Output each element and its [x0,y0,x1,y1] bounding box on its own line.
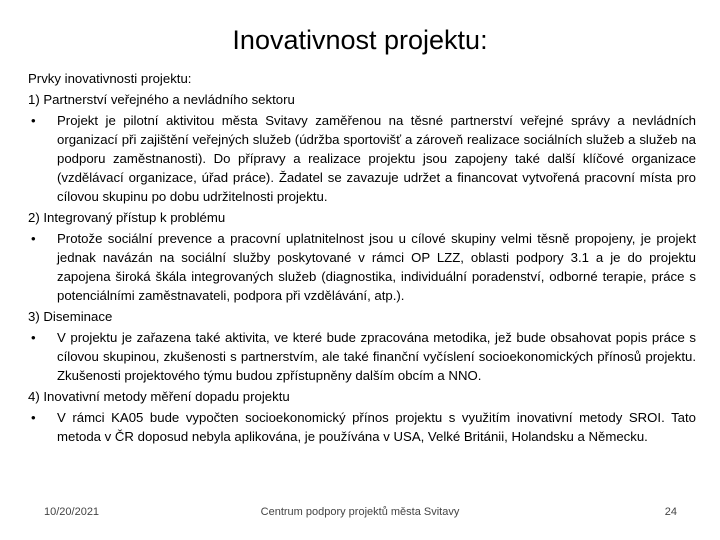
slide-content [28,69,696,448]
bullet-text-2: Protože sociální prevence a pracovní uplatnitelnost jsou u cílové skupiny velmi těsně propojeny, je projekt jednak navázán na sociální služby poskytované v rámci OP LZZ, oblasti podpory 3.1 a je do projektu zapojena široká škála integrovaných služeb (diagnostika, individuální poradenství, odborné terapie, práce s potenciálními zaměstnavateli, podpora při vzdělávání, atp.). [57,231,696,303]
footer-date: 10/20/2021 [44,506,100,518]
bullet-item-4 [28,408,696,446]
bullet-icon: • [31,330,36,345]
page-number: 24 [664,506,677,518]
bullet-icon: • [31,113,36,128]
bullet-text-1: Projekt je pilotní aktivitou města Svitavy zaměřenou na těsné partnerství veřejné správy a nevládních organizací při zajištění veřejných služeb (údržba sportovišť a zároveň realizace sociálních služeb a služeb na podporu zaměstnanosti). Do přípravy a realizace projektu jsou zapojeny také další klíčové organizace (vzdělávací organizace, úřad práce). Žadatel se zavazuje udržet a financovat vytvořená pracovní místa pro cílovou skupinu po dobu udržitelnosti projektu. [57,113,696,204]
bullet-text-3: V projektu je zařazena také aktivita, ve které bude zpracována metodika, jež bude obsahovat popis práce s cílovou skupinou, zkušenosti s partnerstvím, ale také finanční vyčíslení socioekonomických přínosů projektu. Zkušenosti projektového týmu budou zpřístupněny dalším obcím a NNO. [57,330,696,383]
bullet-item-3 [28,328,696,385]
bullet-text-4: V rámci KA05 bude vypočten socioekonomický přínos projektu s využitím inovativní metody SROI. Tato metoda v ČR doposud nebyla aplikována, je používána v USA, Velké Británii, Holandsku a Německu. [57,410,696,444]
bullet-item-1 [28,111,696,206]
section-heading-2: 2) Integrovaný přístup k problému [28,210,226,225]
section-heading-1: 1) Partnerství veřejného a nevládního sektoru [28,92,295,107]
intro-text: Prvky inovativnosti projektu: [28,71,192,86]
section-heading-3: 3) Diseminace [28,309,113,324]
bullet-icon: • [31,231,36,246]
section-heading-4: 4) Inovativní metody měření dopadu projektu [28,389,290,404]
bullet-icon: • [31,410,36,425]
footer-organization: Centrum podpory projektů města Svitavy [260,506,460,518]
slide-title: Inovativnost projektu: [232,25,488,55]
bullet-item-2 [28,229,696,305]
slide-footer [0,506,720,524]
